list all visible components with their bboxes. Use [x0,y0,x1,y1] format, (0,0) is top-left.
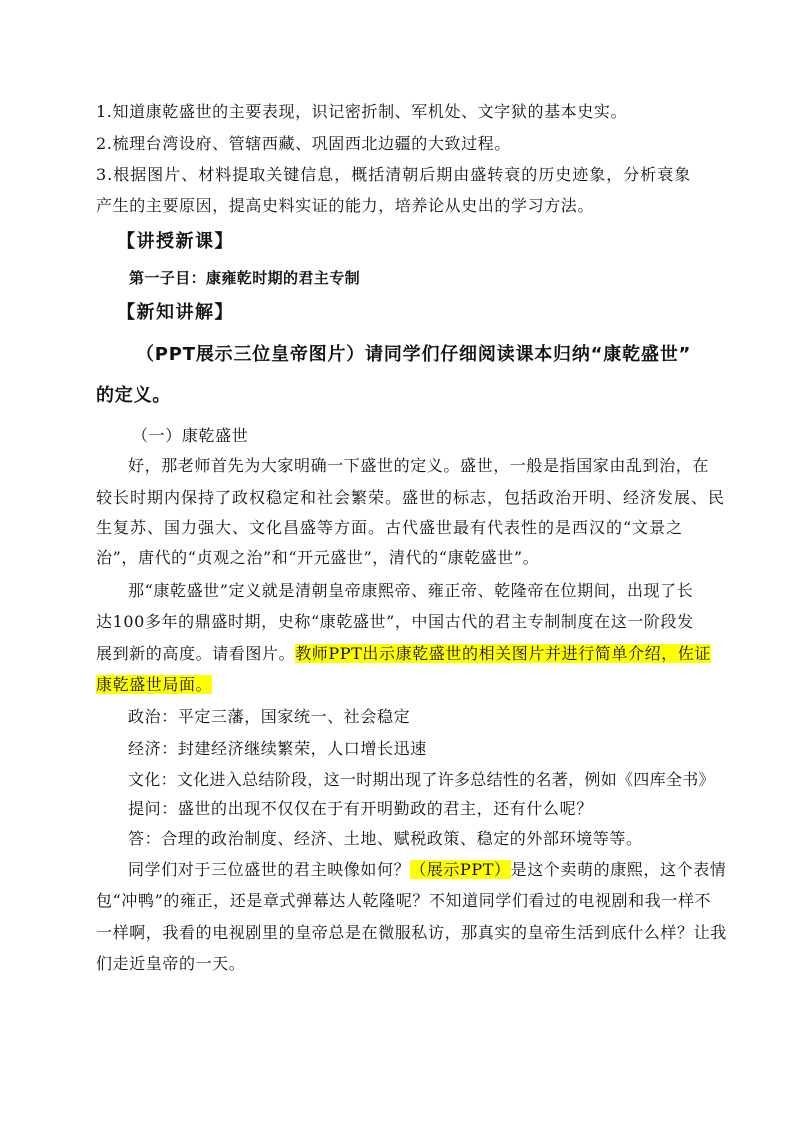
para-3-line-1-end: 是这个卖萌的康熙，这个表情 [510,860,727,879]
aspect-politics: 政治：平定三藩，国家统一、社会稳定 [128,707,411,726]
objective-item-2: 2.梳理台湾设府、管辖西藏、巩固西北边疆的大致过程。 [96,134,511,153]
para-3-line-1 [128,860,738,880]
aspect-culture: 文化：文化进入总结阶段，这一时期出现了许多总结性的名著，例如《四库全书》 [128,770,715,789]
objective-item-3-line-1: 3.根据图片、材料提取关键信息，概括清朝后期由盛转衰的历史迹象，分析衰象 [96,165,692,184]
para-3-line-3: 一样啊，我看的电视剧里的皇帝总是在微服私访，那真实的皇帝生活到底什么样？让我 [96,923,727,942]
para-1-line-3: 生复苏、国力强大、文化昌盛等方面。古代盛世最有代表性的是西汉的“文景之 [96,518,684,537]
aspect-economy: 经济：封建经济继续繁荣，人口增长迅速 [128,739,427,758]
answer: 答：合理的政治制度、经济、土地、赋税政策、稳定的外部环境等等。 [128,829,643,848]
objective-item-3-line-2: 产生的主要原因，提高史料实证的能力，培养论从史出的学习方法。 [96,196,595,215]
para-2-line-3-highlight: 教师PPT出示康乾盛世的相关图片并进行简单介绍，佐证 [295,644,712,663]
para-1-line-1: 好，那老师首先为大家明确一下盛世的定义。盛世，一般是指国家由乱到治，在 [128,456,710,475]
ppt-prompt-line-1: （PPT展示三位皇帝图片）请同学们仔细阅读课本归纳“康乾盛世” [136,344,692,365]
para-2-line-4-highlight: 康乾盛世局面。 [96,675,213,694]
objective-item-1: 1.知道康乾盛世的主要表现，识记密折制、军机处、文字狱的基本史实。 [96,102,628,121]
para-3-line-1-highlight: （展示PPT） [410,860,511,879]
para-3-line-2: 包“冲鸭”的雍正，还是章式弹幕达人乾隆呢？不知道同学们看过的电视剧和我一样不 [96,891,712,910]
para-2-line-3 [96,644,712,664]
para-1-line-2: 较长时期内保持了政权稳定和社会繁荣。盛世的标志，包括政治开明、经济发展、民 [96,488,726,507]
para-2-line-1: 那“康乾盛世”定义就是清朝皇帝康熙帝、雍正帝、乾隆帝在位期间，出现了长 [128,581,694,600]
para-1-line-4: 治”，唐代的“贞观之治”和“开元盛世”，清代的“康乾盛世”。 [96,548,540,567]
section-heading: 【讲授新课】 [117,231,234,252]
ppt-prompt-line-2: 的定义。 [96,385,172,406]
para-2-line-3-plain: 展到新的高度。请看图片。 [96,644,296,663]
question: 提问：盛世的出现不仅仅在于有开明勤政的君主，还有什么呢？ [128,799,593,818]
para-3-line-4: 们走近皇帝的一天。 [96,954,246,973]
part-title: （一）康乾盛世 [132,426,249,445]
subsection-title: 第一子目：康雍乾时期的君主专制 [129,269,361,287]
para-2-line-4 [96,675,706,695]
para-3-line-1-start: 同学们对于三位盛世的君主映像如何？ [128,860,411,879]
para-2-line-2: 达100多年的鼎盛时期，史称“康乾盛世”，中国古代的君主专制制度在这一阶段发 [96,612,694,631]
new-knowledge-heading: 【新知讲解】 [117,302,234,323]
